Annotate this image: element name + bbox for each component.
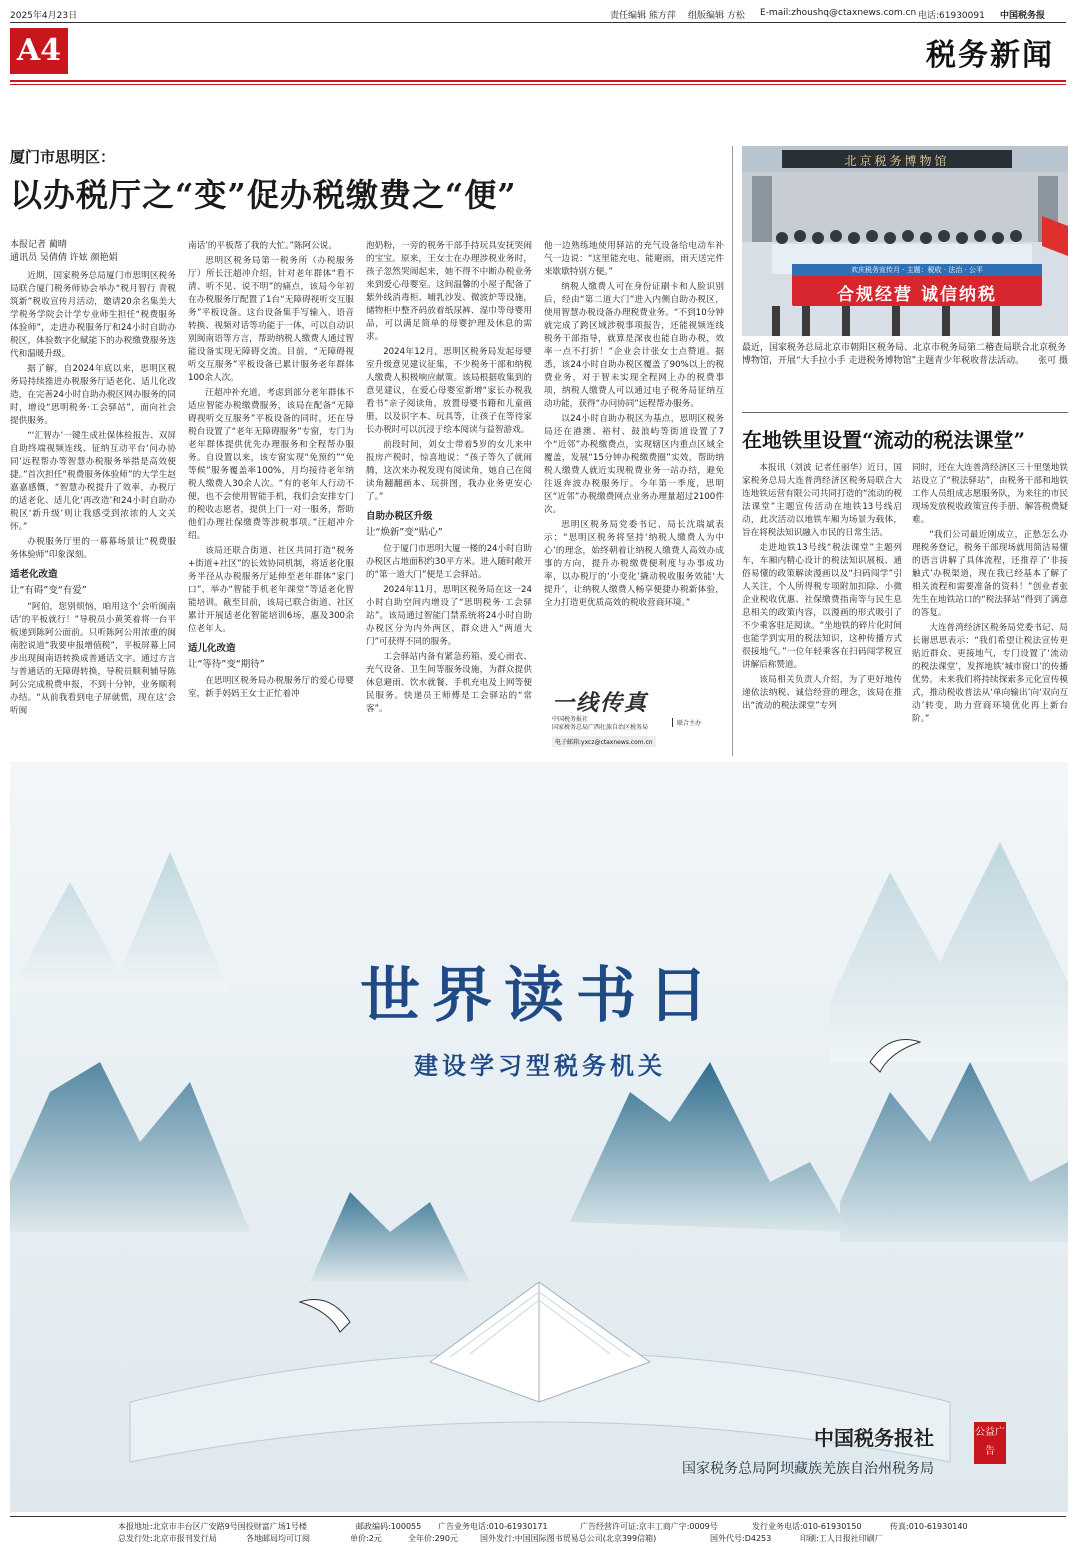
banner-text: 合规经营 诚信纳税: [837, 285, 997, 305]
paragraph: 2024年11月，思明区税务局在这一24小时自助空间内增设了“思明税务·工会驿站”。该局通过智能门禁系统将24小时自助办税区分为内外两区，群众进入“两道大门”可获得不同的服务。: [366, 585, 532, 647]
paragraph: “‘汇智办’一键生成社保体检报告、双屏自助终端视频连线、征纳互动平台‘问办协同’远程帮办等智慧办税服务举措是高效便捷。”首次担任“税费服务体验师”的大学生赵嘉嘉感慨，“智慧办税提升了效率，办税厅的适老化、适儿化‘再改造’和24小时自助办税区‘新升级’则让我感受到浓浓的人文关怀。”: [10, 431, 176, 532]
issue-date: 2025年4月23日: [10, 11, 78, 21]
article-column-1: [10, 270, 176, 756]
article-byline: [10, 239, 118, 265]
byline-reporter: 本报记者 蔺晴: [10, 240, 67, 250]
paragraph: 近期，国家税务总局厦门市思明区税务局联合厦门税务师协会举办“税月智行 青税筑新”税收宣传月活动，邀请20余名集美大学税务学院会计学专业师生担任“税费服务体验师”，走进办税服务厅和24小时自助办税区，体验数字化赋能下的办税缴费服务迭代和温暖升级。: [10, 271, 176, 359]
paragraph: 前段时间，刘女士带着5岁的女儿来申报房产税时，惊喜地说：“孩子等久了就闹腾，这次来办税发现有阅读角，她自己在阅读角翻翻画本、玩拼图，我办业务更安心了。”: [366, 440, 532, 502]
subheading-line: 让“有碍”变“有爱”: [10, 585, 87, 596]
paragraph: 该局相关负责人介绍，为了更好地传递依法纳税、诚信经营的理念，该局在推出“流动的税法课堂”专列: [742, 675, 902, 711]
paragraph: 以24小时自助办税区为基点，思明区税务局还在港澳、裕村、鼓浪屿等街道设置了7个“近邻”办税缴费点，实现辖区内重点区域全覆盖，发展“15分钟办税缴费圈”实效，帮助纳税人缴费人就近实现税费业务一站办结，避免往返奔波办税服务厅。今年第一季度，思明区“近邻”办税缴费网点业务办理量超过2100件次。: [544, 414, 724, 515]
caption-text: 最近，国家税务总局北京市朝阳区税务局、北京市税务局第二稽查局联合北京税务博物馆，开展“大手拉小手 走进税务博物馆”主题青少年税收普法活动。: [742, 343, 1067, 366]
photo-credit: 张可 摄: [1038, 356, 1068, 366]
photo-illustration: [742, 146, 1068, 336]
footer-ad-phone: 广告业务电话:010-61930171: [438, 1522, 548, 1531]
footer-ad-license: 广告经营许可证:京丰工商广字:0009号: [580, 1522, 718, 1531]
fax-org-2: 国家税务总局广西壮族自治区税务局: [552, 724, 649, 731]
paragraph: 他一边熟练地使用驿站的充气设备给电动车补气一边说：“这里能充电、能避雨，雨天送完件来歇歇特别方便。”: [544, 241, 724, 277]
article-column-4: [544, 240, 724, 680]
header-rule: [10, 80, 1066, 82]
subheading-line: 让“焕新”变“贴心”: [366, 527, 443, 538]
article2-headline: 在地铁里设置“流动的税法课堂”: [742, 428, 1026, 452]
paragraph: 办税服务厅里的一幕幕场景让“税费服务体验师”印象深刻。: [10, 537, 176, 560]
divider: [742, 412, 1068, 413]
section-title: 税务新闻: [926, 38, 1054, 73]
paragraph: 思明区税务局党委书记、局长沈瑞斌表示：“思明区税务将坚持‘纳税人缴费人为中心’的理念，始终朝着让纳税人缴费人高效办成事的方向，提升办税缴费便利度与办事成功率，以办税厅的‘小变化’撬动税收服务效能‘大提升’，让纳税人缴费人畅享便捷办税新体验，全力打造更优质高效的税收营商环境。”: [544, 520, 724, 608]
paragraph: 该局还联合街道、社区共同打造“税务+街道+社区”的长效协同机制，将适老化服务半径从办税服务厅延伸至老年群体“家门口”，举办“智能手机老年课堂”等适老化智能培训。截至目前，该局已联合街道、社区累计开展适老化智能培训6场，惠及300余位老年人。: [188, 546, 354, 634]
paragraph: 2024年12月，思明区税务局发起母婴室升级意见建议征集，不少税务干部和纳税人缴费人积极响应献策。该局根据收集到的意见建议，在爱心母婴室新增“家长办税我看书”亲子阅读角，放置母婴书籍和儿童画册，以及识字本、玩具等，让孩子在等待家长办税时可以沉浸于绘本阅读与益智游戏。: [366, 347, 532, 435]
paragraph: 南话’的平板帮了我的大忙。”陈阿公说。: [188, 241, 337, 251]
fax-email-link[interactable]: 电子邮箱:yxcz@ctaxnews.com.cn: [552, 736, 656, 747]
article-headline: 以办税厅之“变”促办税缴费之“便”: [10, 176, 517, 214]
paper-name: 中国税务报: [1000, 11, 1046, 21]
column-logo-yixian-chuanzhen: [552, 686, 728, 748]
masthead-info-bar: [10, 6, 1066, 23]
news-photo: [742, 146, 1068, 336]
paragraph: “我们公司最近刚成立，正愁怎么办理税务登记，税务干部现场就用简洁易懂的语言讲解了具体流程，还推荐了‘非接触式’办税渠道，现在我已经基本了解了相关流程和需要准备的资料！”创业者张先生在地铁站口的“税法驿站”得到了满意的答复。: [912, 530, 1068, 618]
footer-overseas: 国外发行:中国国际图书贸易总公司(北京399信箱): [480, 1534, 657, 1543]
photo-caption: [742, 342, 1068, 368]
article2-column-1: [742, 462, 902, 756]
paragraph: 泡奶粉，一旁的税务干部手持玩具安抚哭闹的宝宝。原来，王女士在办理涉税业务时，孩子忽然哭闹起来，她不得不中断办税业务来到爱心母婴室。这间温馨的小屋子配备了紫外线消毒柜、哺乳沙发、微波炉等设施，储物柜中整齐码放着纸尿裤、湿巾等母婴用品，可以满足简单的母婴护理及休息的需求。: [366, 241, 532, 342]
poster-subtitle: 建设学习型税务机关: [414, 1052, 666, 1080]
publication-footer: [10, 1516, 1066, 1547]
paragraph: 在思明区税务局办税服务厅的爱心母婴室，新手妈妈王女士正忙着冲: [188, 676, 354, 699]
paragraph: “阿伯，您别烦恼，咱用这个‘会听闽南话’的平板就行！”导税员小黄笑着将一台平板递到陈阿公面前。只听陈阿公用浓重的闽南腔说道“我要申报增值税”，平板屏幕上同步出现闽南语转换成普通话文字。通过方言与普通话的无障碍转换，导税员顺利辅导陈阿公完成税费申报，不到十分钟，业务顺利办结。“从前我看到电子屏就慌，现在这‘会听闽: [10, 602, 176, 716]
footer-subscription: 各地邮局均可订阅: [246, 1534, 310, 1543]
footer-annual-price: 全年价:290元: [408, 1534, 458, 1543]
paragraph: 大连普湾经济区税务局党委书记、局长谢思思表示：“我们希望让税法宣传更贴近群众、更接地气，专门设置了‘流动的税法课堂’，发挥地铁‘城市窗口’的传播优势。未来我们将持续探索多元化宣传模式，推动税收普法从‘单向输出’向‘双向互动’转变，助力营商环境优化再上新台阶。”: [912, 623, 1068, 724]
footer-distribution-phone: 发行业务电话:010-61930150: [752, 1522, 862, 1531]
paragraph: 工会驿站内备有紧急药箱、爱心雨衣、充气设备、卫生间等服务设施，为群众提供休息避雨、饮水就餐、手机充电及上网等便民服务。快递员王师傅是工会驿站的“常客”。: [366, 652, 532, 714]
poster-brand: 中国税务报社: [814, 1426, 934, 1450]
column-divider: [732, 146, 733, 756]
banner-top-text: 欢庆税务宣传月 · 主题：税收 · 法治 · 公平: [850, 266, 984, 274]
paragraph: 本报讯（刘波 记者任丽华）近日，国家税务总局大连普湾经济区税务局联合大连地铁运营有限公司共同打造的“流动的税法课堂”主题宣传活动在地铁13号线启动，此次活动以地铁车厢为场景为载体，旨在将税法知识融入市民的日常生活。: [742, 463, 902, 538]
layout-credit: 组版编辑 方松: [688, 11, 745, 21]
phone-number: 电话:61930091: [918, 11, 985, 21]
article-column-3: [366, 240, 532, 756]
footer-overseas-code: 国外代号:D4253: [710, 1534, 772, 1543]
email-link[interactable]: E-mail:zhoushq@ctaxnews.com.cn: [760, 8, 917, 18]
footer-fax: 传真:010-61930140: [890, 1522, 968, 1531]
landscape-illustration: [10, 762, 1068, 1512]
page-number: A4: [10, 28, 68, 74]
paragraph: 同时，还在大连普湾经济区三十里堡地铁站设立了“税法驿站”，由税务干部和地铁工作人员组成志愿服务队，为来往的市民现场发放税收政策宣传手册、解答税费疑难。: [912, 463, 1068, 525]
paragraph: 位于厦门市思明大厦一楼的24小时自助办税区占地面积约30平方米。进入随时敞开的“第一道大门”便是工会驿站。: [366, 544, 532, 580]
footer-address: 本报地址:北京市丰台区广安路9号国投财富广场1号楼: [118, 1522, 307, 1531]
public-ad-seal: 公益广告: [974, 1422, 1006, 1464]
footer-postcode: 邮政编码:100055: [356, 1522, 422, 1531]
footer-printer: 印刷:工人日报社印刷厂: [800, 1534, 883, 1543]
subheading: 适老化改造: [10, 569, 58, 580]
paragraph: 思明区税务局第一税务所（办税服务厅）所长汪超冲介绍，针对老年群体“看不清、听不见、说不明”的痛点，该局今年初在办税服务厅配置了1台“无障碍视听交互服务”平板设备。这台设备集手写输入、语音转换、视频对话等功能于一体，可以自动识别闽南语等方言，帮助纳税人缴费人通过智能设备实现无障碍交流。目前，“无障碍视听交互服务”平板设备已累计服务老年群体100余人次。: [188, 256, 354, 383]
editor-credit: 责任编辑 熊方萍: [610, 11, 676, 21]
poster-organization: 国家税务总局阿坝藏族羌族自治州税务局: [682, 1461, 934, 1477]
header-rule-thin: [10, 84, 1066, 85]
footer-distributor: 总发行处:北京市报刊发行局: [118, 1534, 217, 1543]
paragraph: 据了解，自2024年底以来，思明区税务局持续推进办税服务厅适老化、适儿化改造，在完善24小时自助办税区网办服务的同时，增设“思明税务·工会驿站”，面向社会提供服务。: [10, 364, 176, 426]
public-service-ad-poster: [10, 762, 1068, 1512]
paragraph: 汪超冲补充道，考虑到部分老年群体不适应智能办税缴费服务，该局在配备“无障碍视听交互服务”平板设备的同时，还在导税台设置了“老年无障碍服务”专窗，专门为老年群体提供优先办理服务和全程帮办服务。自设置以来，该专窗实现“免预约”“免等候”服务覆盖率100%，月均接待老年纳税人缴费人30余人次。“有的老年人行动不便，也不会使用智能手机，我们会安排专门的税收志愿者，提供上门一对一服务，帮助他们办理社保缴费等涉税事项。”汪超冲介绍。: [188, 388, 354, 541]
footer-price: 单价:2元: [350, 1534, 382, 1543]
subheading: 适儿化改造: [188, 643, 236, 654]
fax-tag: 联合主办: [672, 718, 701, 727]
museum-sign: 北京税务博物馆: [844, 154, 950, 168]
poster-title: 世界读书日: [360, 961, 720, 1031]
paragraph: 走进地铁13号线“税法课堂”主题列车，车厢内精心设计的税法知识展板、通俗易懂的政策解读漫画以及“扫码闯学”引人关注，个人所得税专项附加扣除、小微企业税收优惠、社保缴费指南等与民生息息相关的政策内容，以漫画的形式吸引了不少乘客驻足阅读。“坐地铁的碎片化时间也能学到实用的税法知识，这种传播方式很接地气。”一位年轻乘客在扫码闯学税宣讲解后称赞道。: [742, 543, 902, 670]
article2-column-2: [912, 462, 1068, 756]
subheading: 自助办税区升级: [366, 511, 433, 522]
fax-org-1: 中国税务报社: [552, 716, 589, 723]
article-kicker: 厦门市思明区：: [10, 148, 116, 166]
byline-correspondents: 通讯员 吴倩倩 许妶 颜艳娟: [10, 253, 118, 263]
subheading-line: 让“等待”变“期待”: [188, 659, 265, 670]
column-logo-title: 一线传真: [552, 690, 649, 716]
paragraph: 纳税人缴费人可在身份证刷卡和人脸识别后，经由“第二道大门”进入内侧自助办税区，使用智慧办税设备办理税费业务。“不到10分钟就完成了跨区域涉税事项报告，还能视频连线税务干部指导，就算是深夜也能自助办税，效率一点不打折！”企业会计张女士点赞道。据悉，该24小时自助办税区覆盖了90%以上的税费业务，对于智未实现全程网上办的税费事项，纳税人缴费人可以通过电子税务局征纳互动功能，获得“办问协同”远程帮办服务。: [544, 282, 724, 409]
article-column-2: [188, 240, 354, 756]
